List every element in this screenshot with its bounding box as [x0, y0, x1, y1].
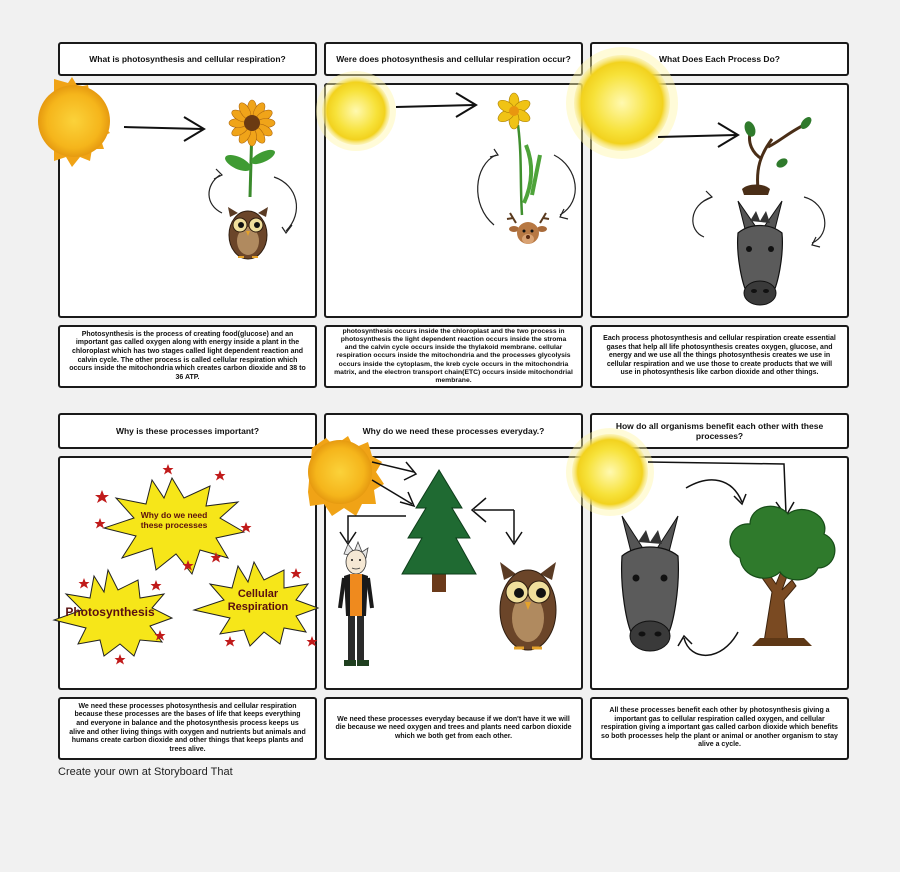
- panel-3-title-text: What Does Each Process Do?: [659, 54, 780, 64]
- panel-4-title-text: Why is these processes important?: [115, 426, 260, 436]
- sun-icon: [566, 428, 654, 516]
- burst-why-icon: [104, 478, 244, 574]
- panel-2-scene: [324, 83, 583, 318]
- sun-icon: [316, 71, 396, 151]
- arrow-icon: [124, 117, 204, 141]
- panel-6-caption: [590, 697, 849, 760]
- panel-6-title-text: How do all organisms benefit each other with these processes?: [615, 421, 824, 441]
- donkey-icon: [738, 201, 783, 305]
- donkey-icon: [622, 516, 679, 651]
- panel-3-scene: [590, 83, 849, 318]
- sun-icon: [566, 47, 678, 159]
- panel-3-caption: [590, 325, 849, 388]
- daffodil-icon: [496, 93, 540, 215]
- burst-why-line-1: Why do we need: [140, 510, 208, 520]
- panel-5-scene: [324, 456, 583, 690]
- owl-icon: [500, 562, 556, 650]
- panel-1-title-text: What is photosynthesis and cellular respiration?: [89, 54, 286, 64]
- panel-1-caption-text: Photosynthesis is the process of creating food(glucose) and an important gas called oxygen along with energy inside a plant in the chloroplast which has two stages called light dependent reaction and calvin cycle. The other process is called cellular respiration which occurs inside the mitochondria which creates carbon dioxide and 38 to 36 ATP.: [69, 330, 306, 381]
- burst-photosynthesis-label: Photosynthesis: [65, 605, 155, 619]
- burst-cr-line-2: Respiration: [227, 601, 289, 613]
- panel-4-caption: [58, 697, 317, 760]
- pine-tree-icon: [402, 470, 476, 592]
- panel-4-title: [58, 413, 317, 449]
- panel-1-caption: [58, 325, 317, 388]
- panel-5-title: [324, 413, 583, 449]
- boy-icon: [340, 542, 372, 666]
- panel-5-caption: [324, 697, 583, 760]
- panel-1-scene: [58, 83, 317, 318]
- cycle-arrows-icon: [478, 149, 576, 225]
- panel-1-title: [58, 42, 317, 76]
- panel-3-caption-text: Each process photosynthesis and cellular respiration create essential gases that help all life photosynthesis creates oxygen, glucose, and energy and we use all the things photosynthesis creates we use in cellular respiration and we use those to create products that we will use in photosynthesis like carbon dioxide and other things.: [603, 335, 836, 377]
- panel-2-title: [324, 42, 583, 76]
- panel-5-title-text: Why do we need these processes everyday.?: [362, 426, 545, 436]
- sun-icon: [38, 77, 110, 167]
- burst-photosynthesis-icon: [54, 570, 172, 656]
- sapling-icon: [742, 115, 814, 195]
- burst-cr-line-1: Cellular: [237, 588, 279, 600]
- panel-6-caption-text: All these processes benefit each other by photosynthesis giving a important gas to cellular respiration called oxygen, and cellular respiration giving a important gas called carbon dioxide which benefits so both processes help the plant or animal or another organism to stay alive a cycle.: [601, 707, 838, 749]
- footer-credit[interactable]: Create your own at Storyboard That: [58, 766, 233, 778]
- panel-4-scene: [58, 456, 317, 690]
- oak-tree-icon: [730, 506, 835, 646]
- panel-2-title-text: Were does photosynthesis and cellular respiration occur?: [336, 54, 571, 64]
- panel-5-caption-text: We need these processes everyday because if we don't have it we will die because we need oxygen and trees and plants need carbon dioxide which we both get from each other.: [335, 715, 572, 740]
- panel-4-caption-text: We need these processes photosynthesis and cellular respiration because these processes are the bases of life that keeps everything and everyone in balance and the photosynthesis process keeps us alive and other living things with oxygen and nutrients but animals and humans create carbon dioxide and other things that keeps plants and trees alive.: [69, 702, 306, 753]
- arrow-icon: [396, 93, 476, 117]
- owl-icon: [228, 207, 268, 259]
- panel-2-caption-text: photosynthesis occurs inside the chloroplast and the two process in photosynthesis the light dependent reaction occurs inside the stroma and the calvin cycle occurs inside the thylakoid membrane. cellular respiration occurs inside the mitochondria and the processes glycolysis occurs inside the cytoplasm, the kreb cycle occurs in the mitochondria matrix, and the electron transport chain(ETC) occurs inside mitochondrial membrane.: [334, 327, 573, 385]
- burst-why-line-2: these processes: [140, 520, 208, 530]
- panel-6-scene: [590, 456, 849, 690]
- burst-cellular-respiration-icon: [194, 562, 318, 646]
- sunflower-icon: [223, 100, 277, 197]
- panel-2-caption: [324, 325, 583, 388]
- reindeer-icon: [507, 213, 549, 244]
